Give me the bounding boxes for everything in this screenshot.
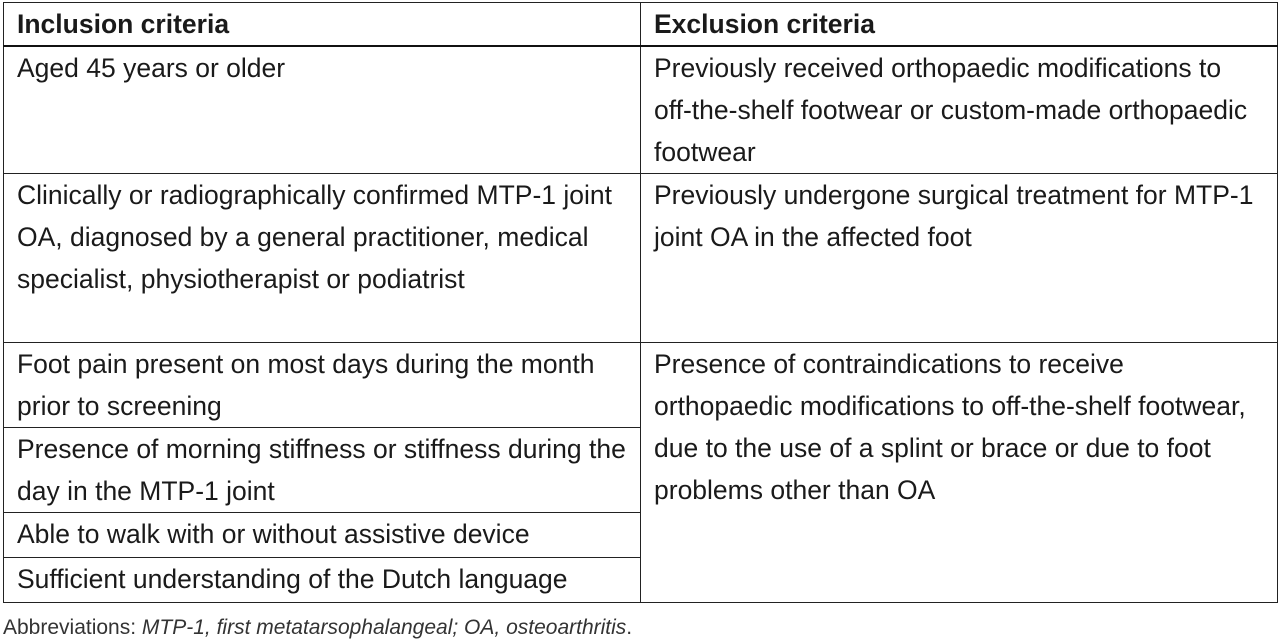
exclusion-cell: Previously undergone surgical treatment for MTP-1 joint OA in the affected foot (641, 174, 1278, 343)
inclusion-cell: Aged 45 years or older (4, 46, 641, 174)
inclusion-header: Inclusion criteria (4, 3, 641, 47)
table-row (4, 343, 1278, 428)
inclusion-cell: Clinically or radiographically confirmed MTP-1 joint OA, diagnosed by a general practitioner, medical specialist, physiotherapist or podiatrist (4, 174, 641, 343)
inclusion-cell: Sufficient understanding of the Dutch language (4, 558, 641, 603)
table-header-row (4, 3, 1278, 47)
abbreviations-footnote (3, 614, 632, 642)
criteria-table (3, 2, 1278, 603)
footnote-body: MTP-1, first metatarsophalangeal; OA, osteoarthritis (141, 616, 627, 639)
exclusion-cell: Presence of contraindications to receive orthopaedic modifications to off-the-shelf footwear, due to the use of a splint or brace or due to foot problems other than OA (641, 343, 1278, 603)
inclusion-cell: Able to walk with or without assistive device (4, 513, 641, 558)
exclusion-cell: Previously received orthopaedic modifications to off-the-shelf footwear or custom-made orthopaedic footwear (641, 46, 1278, 174)
footnote-prefix: Abbreviations: (3, 616, 142, 639)
table-row (4, 46, 1278, 174)
inclusion-cell: Foot pain present on most days during the month prior to screening (4, 343, 641, 428)
exclusion-header: Exclusion criteria (641, 3, 1278, 47)
table-row (4, 174, 1278, 343)
footnote-suffix: . (626, 616, 633, 639)
criteria-table-container (3, 2, 1277, 603)
inclusion-cell: Presence of morning stiffness or stiffness during the day in the MTP-1 joint (4, 428, 641, 513)
